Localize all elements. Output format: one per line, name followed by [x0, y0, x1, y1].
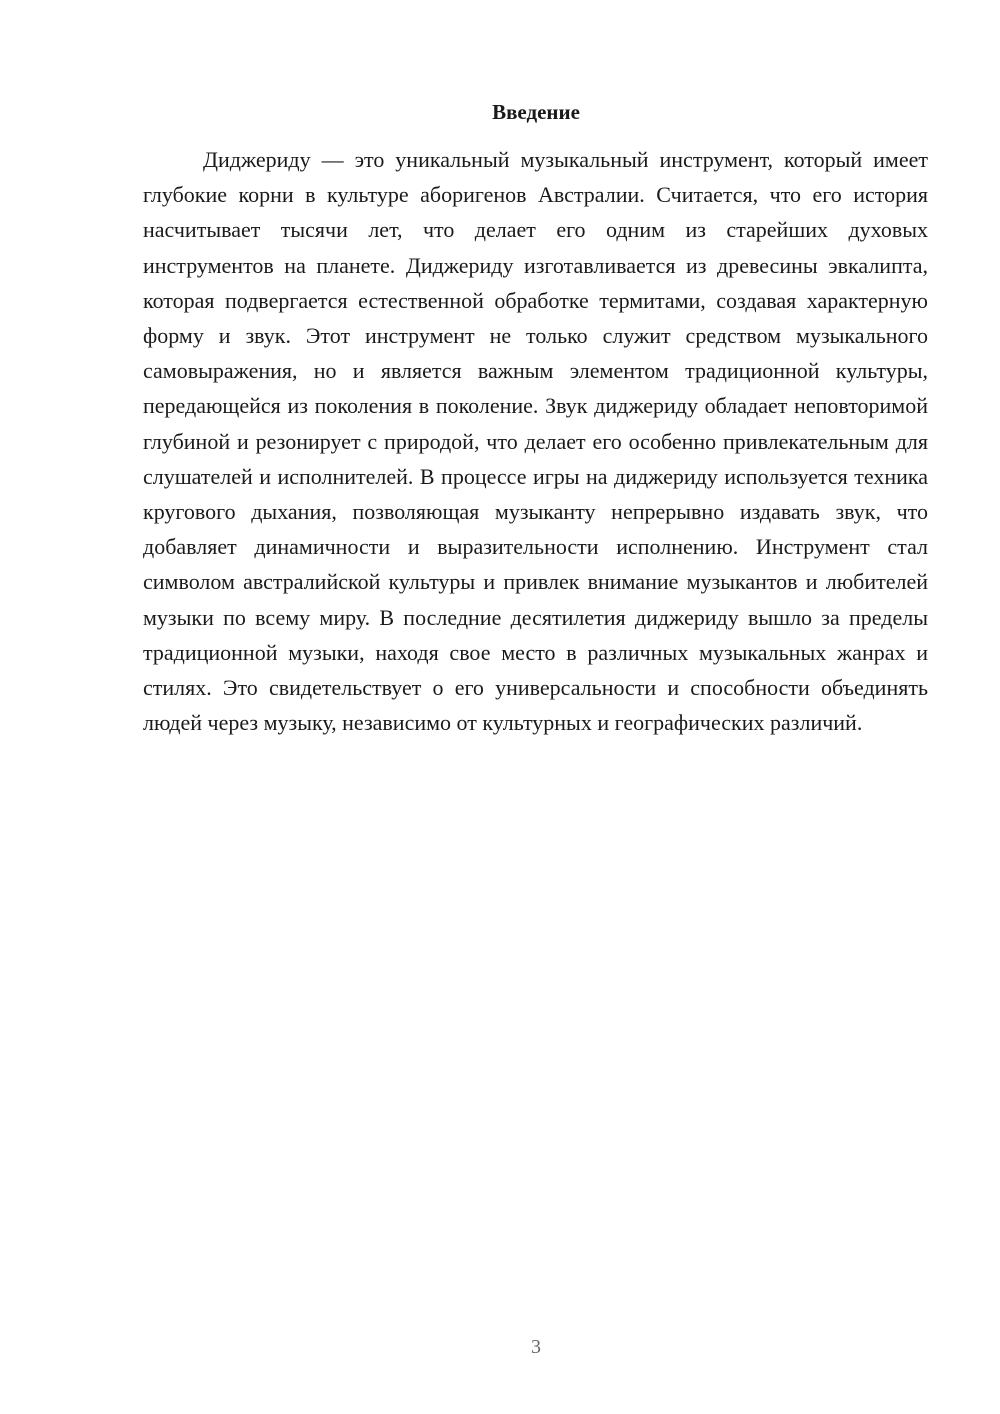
page-number: 3: [531, 1336, 541, 1358]
section-heading: Введение: [492, 100, 580, 124]
body-paragraph: Диджериду — это уникальный музыкальный инструмент, который имеет глубокие корни в культуре аборигенов Австралии. Считается, что его история насчитывает тысячи лет, что делает его одним из старейших духовых инструментов на планете. Диджериду изготавливается из древесины эвкалипта, которая подвергается естественной обработке термитами, создавая характерную форму и звук. Этот инструмент не только служит средством музыкального самовыражения, но и является важным элементом традиционной культуры, передающейся из поколения в поколение. Звук диджериду обладает неповторимой глубиной и резонирует с природой, что делает его особенно привлекательным для слушателей и исполнителей. В процессе игры на диджериду используется техника кругового дыхания, позволяющая музыканту непрерывно издавать звук, что добавляет динамичности и выразительности исполнению. Инструмент стал символом австралийской культуры и привлек внимание музыкантов и любителей музыки по всему миру. В последние десятилетия диджериду вышло за пределы традиционной музыки, находя свое место в различных музыкальных жанрах и стилях. Это свидетельствует о его универсальности и способности объединять людей через музыку, независимо от культурных и географических различий.: [143, 147, 928, 736]
